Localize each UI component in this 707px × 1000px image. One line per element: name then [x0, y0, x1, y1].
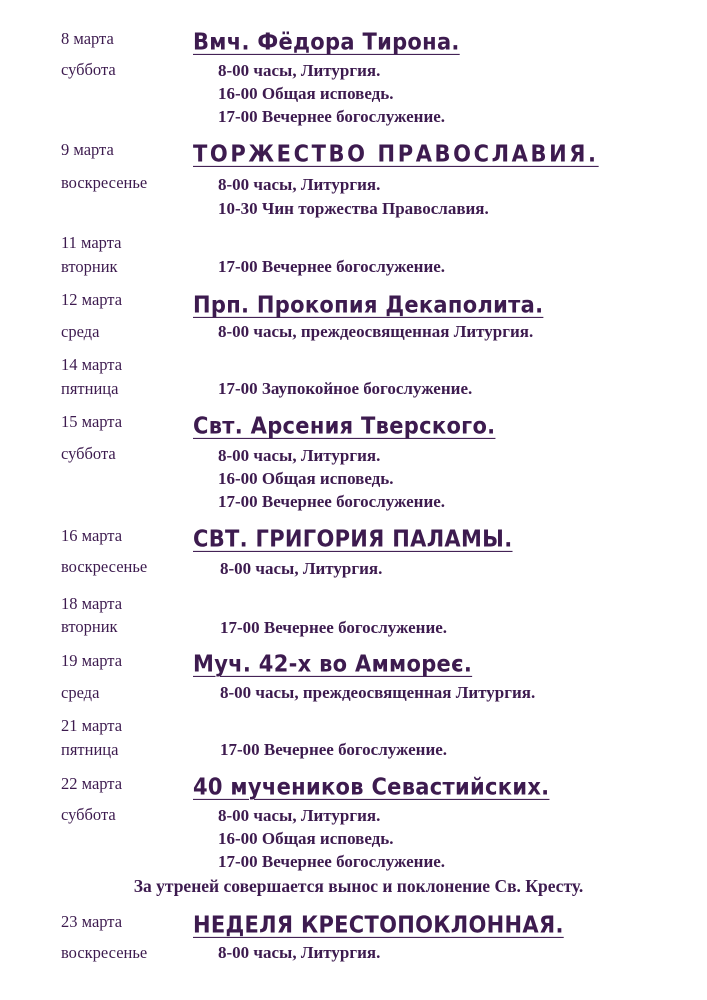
service-line: 8-00 часы, Литургия.: [218, 446, 381, 465]
day-weekday: суббота: [61, 60, 116, 79]
service-line: 8-00 часы, Литургия.: [218, 175, 381, 194]
service-line: 8-00 часы, Литургия.: [220, 559, 383, 578]
day-weekday: воскресенье: [61, 943, 148, 962]
service-line: 8-00 часы, преждеосвященная Литургия.: [220, 683, 536, 702]
cross-veneration-note: За утреней совершается вынос и поклонение Св. Кресту.: [133, 876, 584, 896]
day-weekday: среда: [61, 683, 100, 702]
service-line: 17-00 Вечернее богослужение.: [218, 257, 446, 276]
feast-title: ТОРЖЕСТВО ПРАВОСЛАВИЯ.: [193, 141, 599, 167]
service-line: 16-00 Общая исповедь.: [218, 84, 394, 103]
day-date: 22 марта: [61, 774, 123, 793]
service-line: 8-00 часы, Литургия.: [218, 943, 381, 962]
day-date: 11 марта: [61, 233, 122, 252]
service-line: 16-00 Общая исповедь.: [218, 469, 394, 488]
service-line: 10-30 Чин торжества Православия.: [218, 199, 489, 218]
feast-title: Свт. Арсения Тверского.: [193, 413, 496, 439]
service-line: 8-00 часы, Литургия.: [218, 61, 381, 80]
service-line: 17-00 Вечернее богослужение.: [220, 740, 448, 759]
day-weekday: вторник: [61, 617, 118, 636]
day-date: 18 марта: [61, 594, 123, 613]
service-line: 17-00 Вечернее богослужение.: [220, 618, 448, 637]
service-line: 16-00 Общая исповедь.: [218, 829, 394, 848]
feast-title: Прп. Прокопия Декаполита.: [193, 292, 544, 318]
feast-title: СВТ. ГРИГОРИЯ ПАЛАМЫ.: [193, 526, 513, 552]
day-weekday: суббота: [61, 444, 116, 463]
day-date: 12 марта: [61, 290, 123, 309]
day-weekday: воскресенье: [61, 173, 148, 192]
service-line: 8-00 часы, Литургия.: [218, 806, 381, 825]
feast-title: Вмч. Фёдора Тирона.: [193, 29, 460, 55]
day-weekday: суббота: [61, 805, 116, 824]
day-date: 23 марта: [61, 912, 123, 931]
feast-title: Муч. 42-х во Аммореє.: [193, 651, 473, 677]
service-line: 17-00 Вечернее богослужение.: [218, 852, 446, 871]
day-weekday: среда: [61, 322, 100, 341]
day-date: 8 марта: [61, 29, 114, 48]
feast-title: НЕДЕЛЯ КРЕСТОПОКЛОННАЯ.: [193, 912, 564, 938]
day-weekday: воскресенье: [61, 557, 148, 576]
day-date: 15 марта: [61, 412, 123, 431]
day-weekday: пятница: [61, 740, 119, 759]
service-line: 17-00 Заупокойное богослужение.: [218, 379, 473, 398]
day-date: 9 марта: [61, 140, 114, 159]
day-date: 14 марта: [61, 355, 123, 374]
service-line: 8-00 часы, преждеосвященная Литургия.: [218, 322, 534, 341]
service-line: 17-00 Вечернее богослужение.: [218, 107, 446, 126]
day-date: 21 марта: [61, 716, 123, 735]
day-weekday: вторник: [61, 257, 118, 276]
day-date: 16 марта: [61, 526, 123, 545]
service-line: 17-00 Вечернее богослужение.: [218, 492, 446, 511]
day-weekday: пятница: [61, 379, 119, 398]
feast-title: 40 мучеников Севастийских.: [193, 774, 550, 800]
day-date: 19 марта: [61, 651, 123, 670]
